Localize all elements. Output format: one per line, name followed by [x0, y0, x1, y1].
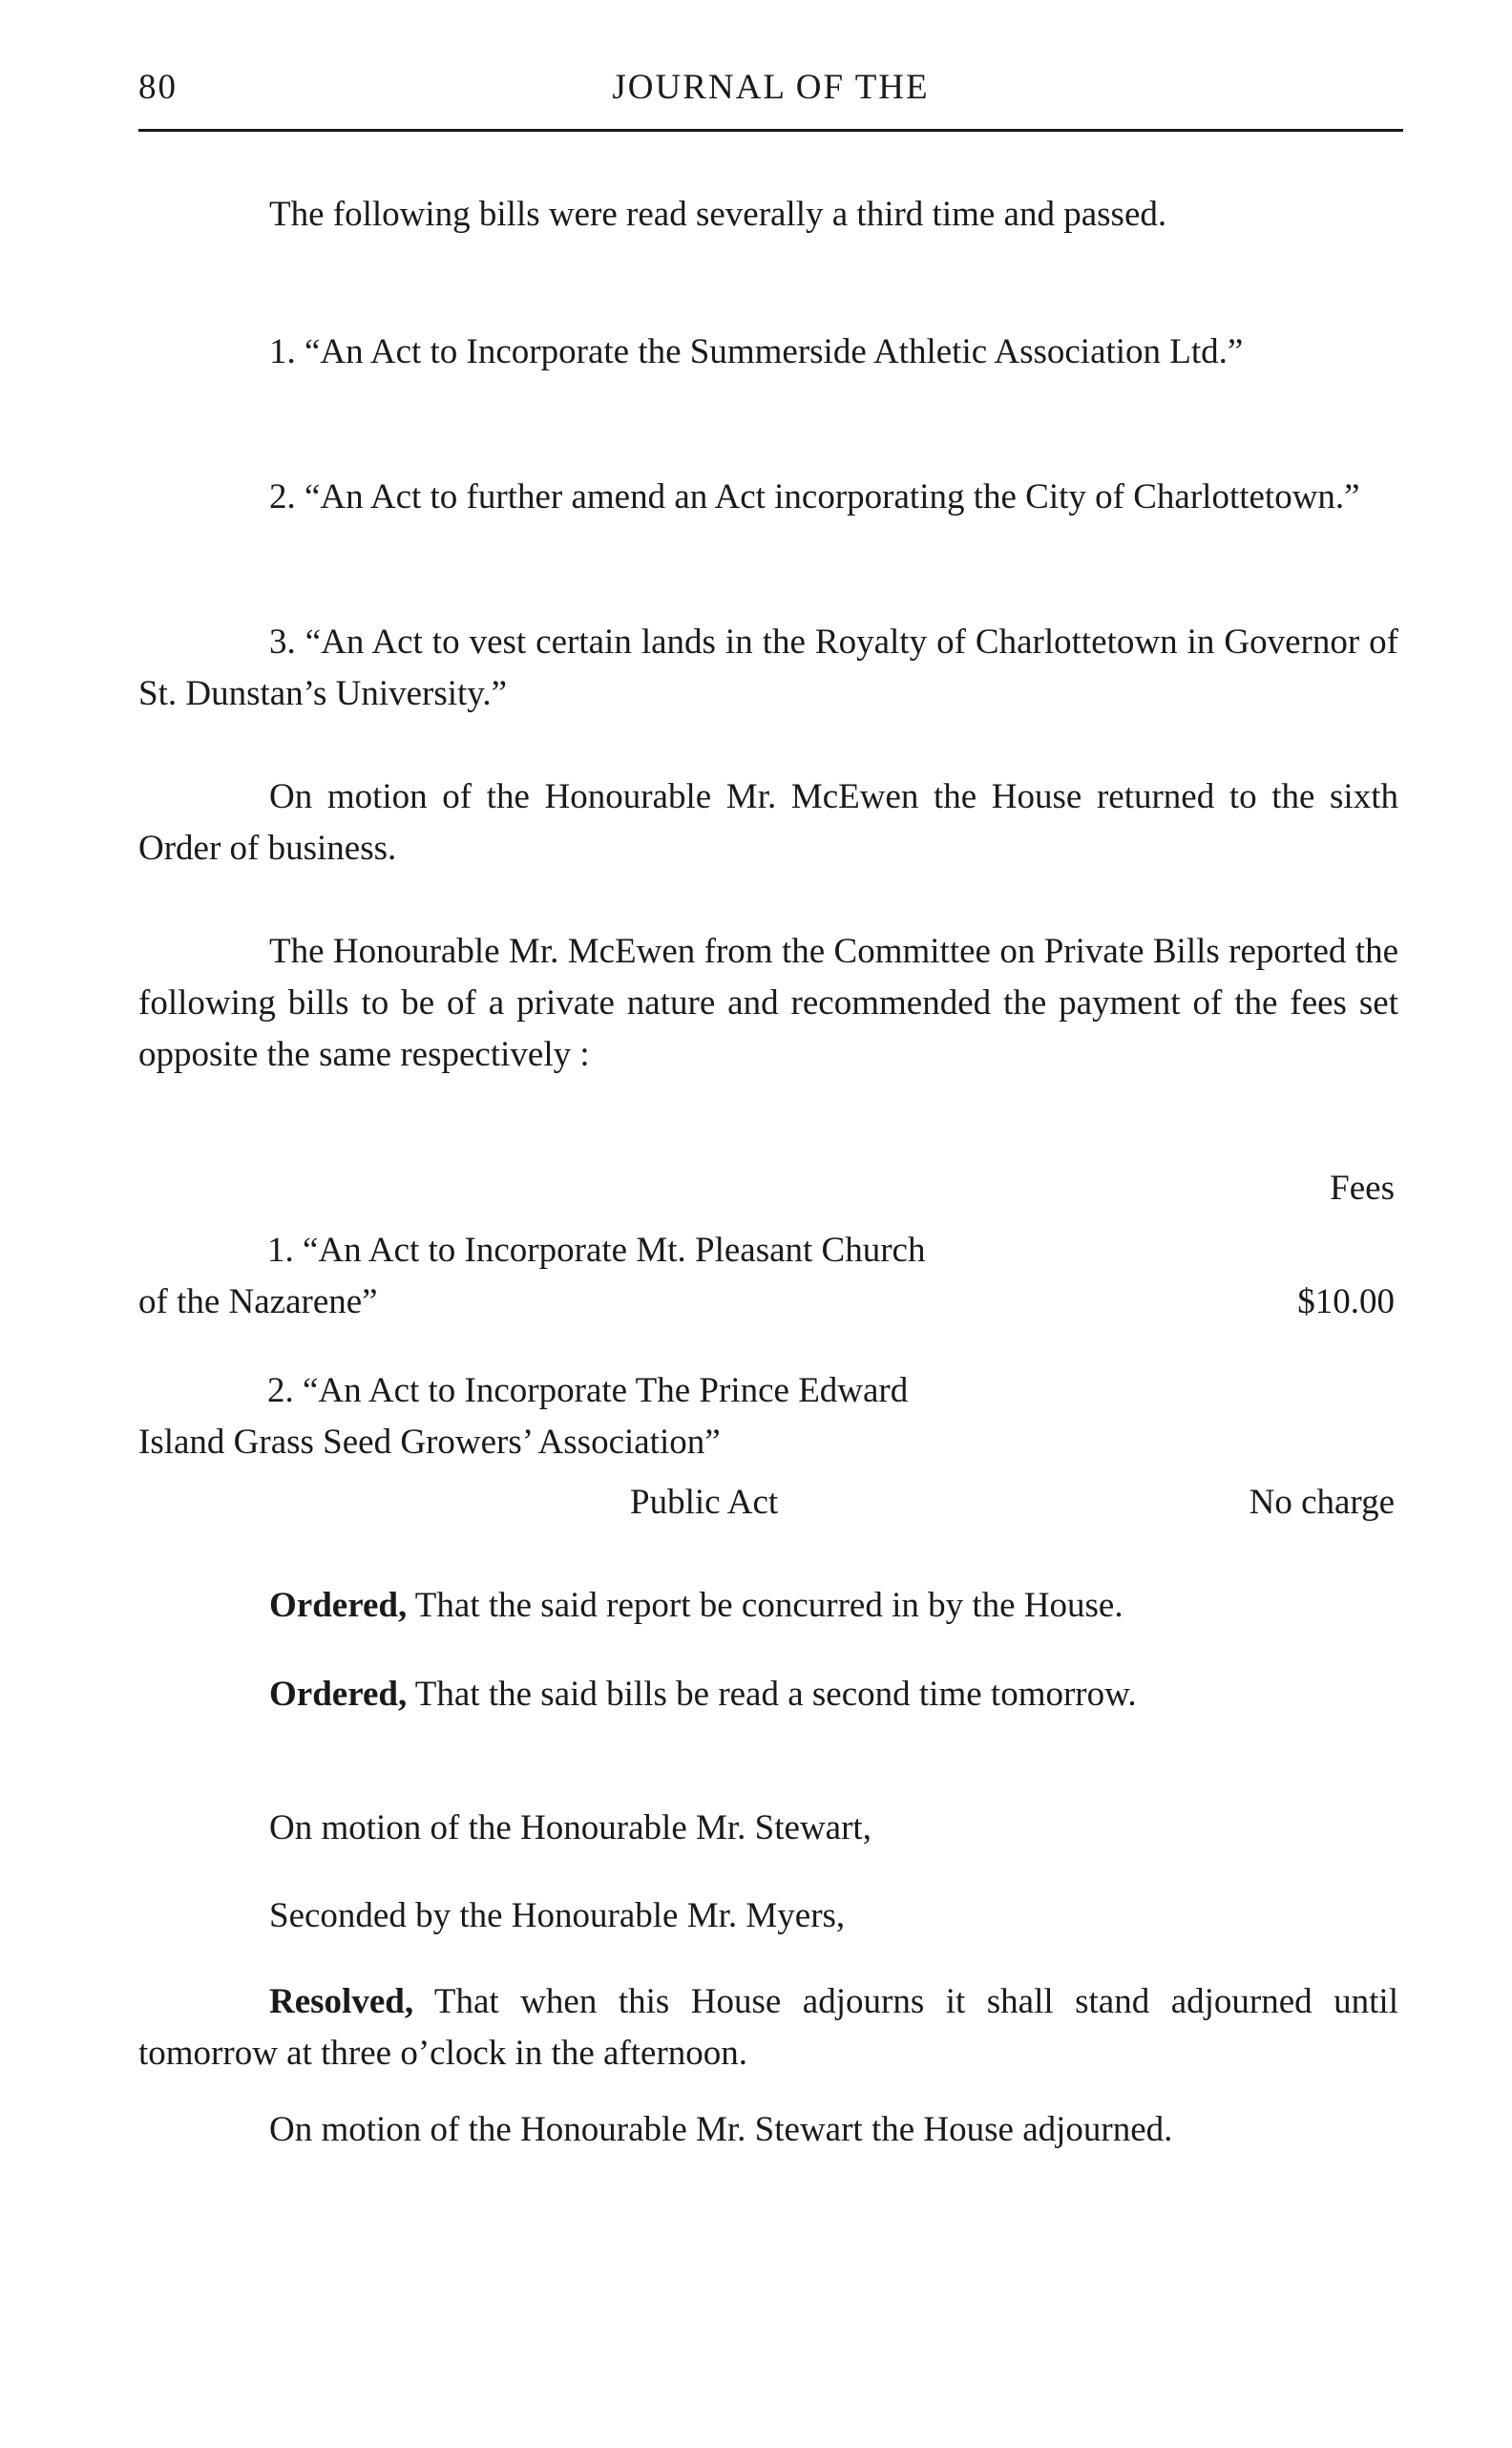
motion-paragraph-3: On motion of the Honourable Mr. Stewart the House adjourned. [269, 2110, 1173, 2149]
private-bill-1-line-2: of the Nazarene” [138, 1282, 378, 1321]
ordered-label: Ordered, [269, 1586, 408, 1625]
committee-report-paragraph: The Honourable Mr. McEwen from the Committee on Private Bills reported the following bills to be of a private nature and recommended the payment of the fees set opposite the same respectively : [138, 932, 1398, 1074]
private-bill-1-fee: $10.00 [1297, 1282, 1395, 1321]
header-rule [138, 129, 1403, 132]
third-reading-paragraph: The following bills were read severally a third time and passed. [269, 195, 1167, 234]
running-title: JOURNAL OF THE [612, 68, 930, 107]
bill-item-2: 2. “An Act to further amend an Act incorporating the City of Charlottetown.” [269, 477, 1360, 517]
motion-paragraph-1: On motion of the Honourable Mr. McEwen the House returned to the sixth Order of business. [138, 777, 1398, 868]
ordered-text-1: That the said report be concurred in by the House. [407, 1586, 1124, 1625]
page-header [138, 67, 1403, 115]
private-bill-1-line-1: 1. “An Act to Incorporate Mt. Pleasant Church [267, 1231, 926, 1270]
page-number: 80 [138, 68, 178, 107]
resolved-text: That when this House adjourns it shall stand adjourned until tomorrow at three o’clock in the afternoon. [138, 1982, 1398, 2073]
seconded-paragraph: Seconded by the Honourable Mr. Myers, [269, 1896, 846, 1935]
ordered-paragraph-1 [138, 1580, 1398, 1632]
private-bill-2-note: Public Act [630, 1483, 779, 1522]
ordered-label: Ordered, [269, 1675, 408, 1714]
fees-column-header: Fees [1330, 1169, 1395, 1208]
ordered-text-2: That the said bills be read a second time tomorrow. [407, 1675, 1137, 1714]
private-bill-2-fee: No charge [1249, 1483, 1395, 1522]
private-bill-2-line-1: 2. “An Act to Incorporate The Prince Edward [267, 1371, 909, 1410]
resolved-label: Resolved, [269, 1982, 414, 2021]
resolved-paragraph [138, 1976, 1398, 2079]
private-bill-2-line-2: Island Grass Seed Growers’ Association” [138, 1423, 721, 1462]
ordered-paragraph-2 [138, 1669, 1398, 1720]
bill-item-3: 3. “An Act to vest certain lands in the Royalty of Charlottetown in Governor of St. Dunstan’s University.” [138, 623, 1398, 713]
bill-item-1: 1. “An Act to Incorporate the Summerside Athletic Association Ltd.” [269, 332, 1244, 371]
motion-paragraph-2: On motion of the Honourable Mr. Stewart, [269, 1808, 872, 1847]
